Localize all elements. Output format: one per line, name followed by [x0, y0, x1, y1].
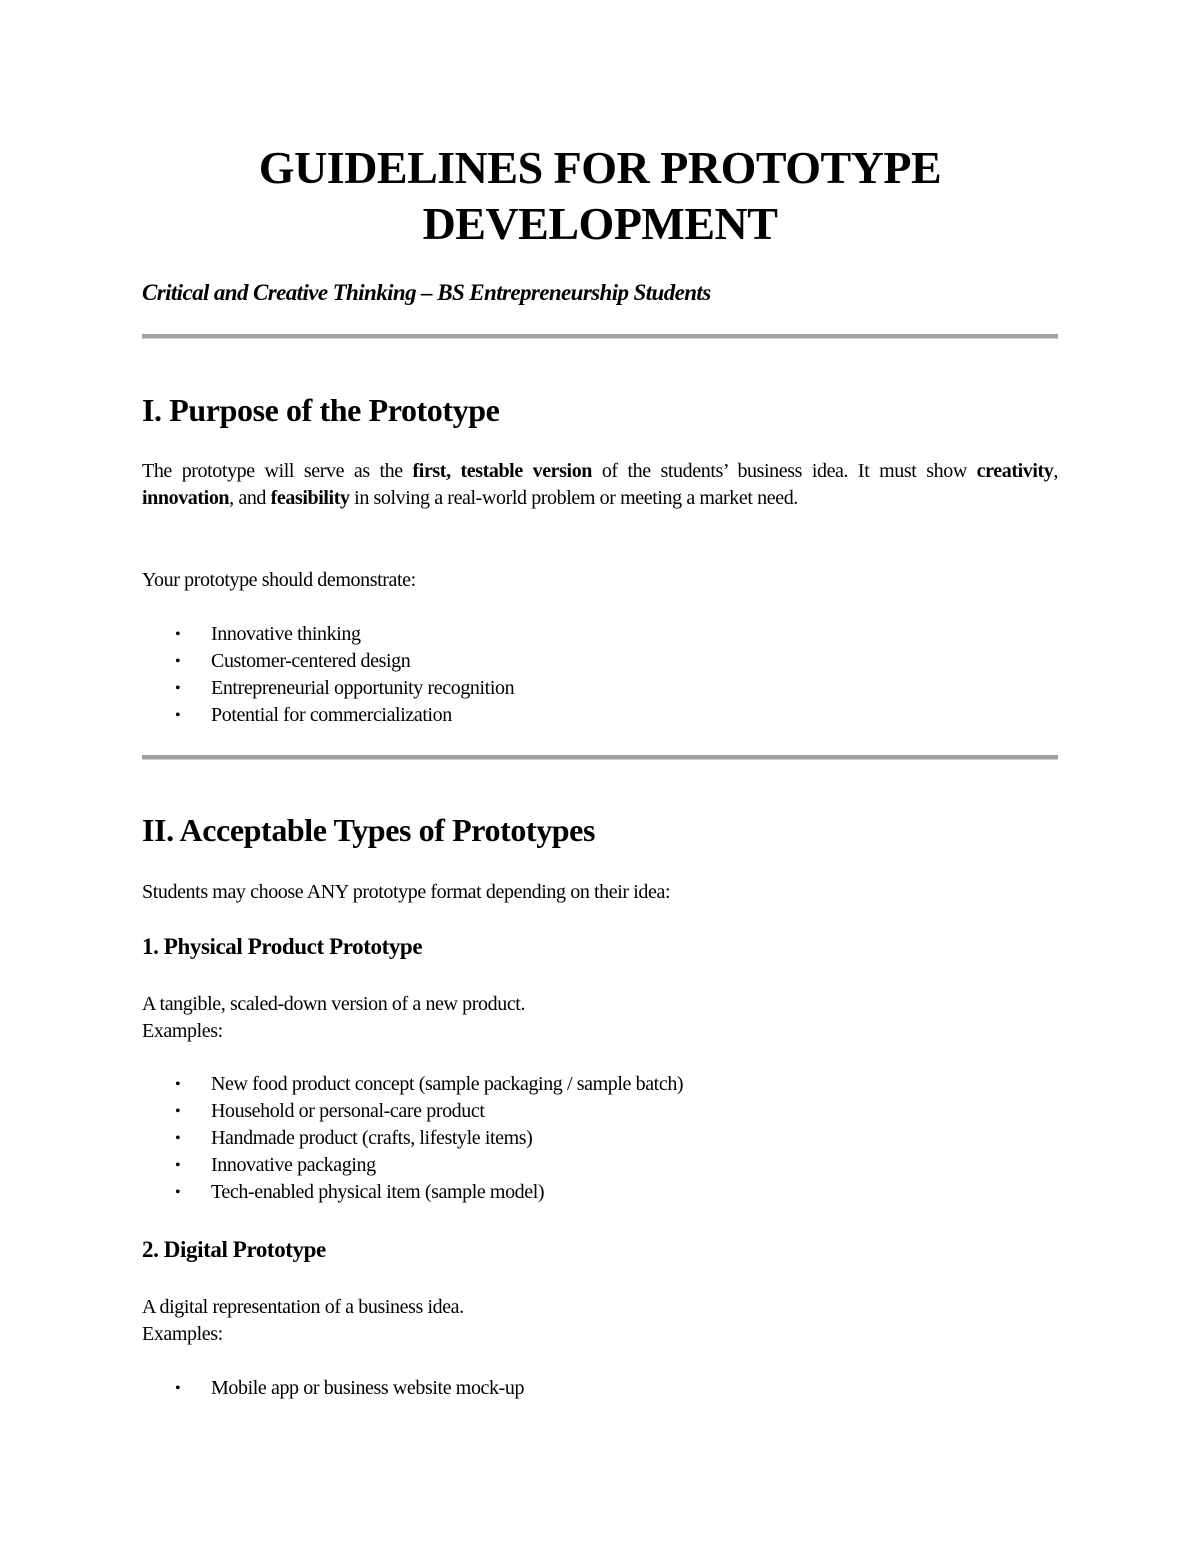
list-item-text: Innovative packaging: [211, 1154, 376, 1176]
list-item-text: Handmade product (crafts, lifestyle items): [211, 1127, 533, 1149]
physical-examples-list: [142, 1071, 683, 1206]
bullet-icon: •: [175, 1157, 181, 1174]
text-run: in solving a real-world problem or meeting a market need.: [349, 487, 798, 509]
bullet-icon: •: [175, 653, 181, 670]
section-heading-purpose: I. Purpose of the Prototype: [142, 392, 500, 428]
bold-run: feasibility: [270, 487, 350, 509]
digital-examples-list: [142, 1375, 524, 1402]
bold-run: creativity: [976, 460, 1054, 482]
text-run: , and: [229, 487, 271, 509]
digital-description: [142, 1294, 464, 1348]
list-item: [142, 702, 514, 729]
list-item-text: Innovative thinking: [211, 623, 361, 645]
bullet-icon: •: [175, 626, 181, 643]
bullet-icon: •: [175, 1103, 181, 1120]
physical-description: [142, 991, 525, 1045]
description-text: A digital representation of a business idea.: [142, 1296, 464, 1318]
horizontal-rule: [142, 334, 1058, 339]
list-item: [142, 1375, 524, 1402]
bullet-icon: •: [175, 1076, 181, 1093]
bold-run: first, testable version: [412, 460, 593, 482]
description-text: A tangible, scaled-down version of a new product.: [142, 993, 526, 1015]
examples-label: Examples:: [142, 1020, 223, 1042]
text-run: of the students’ business idea. It must show: [592, 460, 977, 482]
bullet-icon: •: [175, 680, 181, 697]
bullet-icon: •: [175, 1184, 181, 1201]
purpose-paragraph: [142, 458, 1058, 512]
list-item: [142, 1179, 683, 1206]
list-item-text: New food product concept (sample packaging / sample batch): [211, 1073, 684, 1095]
list-item: [142, 621, 514, 648]
section-heading-types: II. Acceptable Types of Prototypes: [142, 812, 596, 848]
document-subtitle: Critical and Creative Thinking – BS Entrepreneurship Students: [142, 280, 711, 305]
text-run: The prototype will serve as the: [142, 460, 413, 482]
text-run: ,: [1053, 460, 1058, 482]
list-item: [142, 1152, 683, 1179]
subheading-digital: 2. Digital Prototype: [142, 1237, 326, 1262]
title-line-1: GUIDELINES FOR PROTOTYPE: [258, 142, 942, 193]
demonstrate-list: [142, 621, 514, 729]
demonstrate-intro: Your prototype should demonstrate:: [142, 569, 416, 591]
bullet-icon: •: [175, 1130, 181, 1147]
list-item-text: Tech-enabled physical item (sample model): [211, 1181, 545, 1203]
list-item-text: Household or personal-care product: [211, 1100, 485, 1122]
types-intro: Students may choose ANY prototype format depending on their idea:: [142, 881, 671, 903]
horizontal-rule: [142, 755, 1058, 760]
list-item-text: Entrepreneurial opportunity recognition: [211, 677, 515, 699]
list-item-text: Customer-centered design: [211, 650, 411, 672]
examples-label: Examples:: [142, 1323, 223, 1345]
bullet-icon: •: [175, 1380, 181, 1397]
bold-run: innovation: [142, 487, 230, 509]
list-item: [142, 675, 514, 702]
title-line-2: DEVELOPMENT: [422, 198, 778, 249]
subheading-physical: 1. Physical Product Prototype: [142, 934, 423, 959]
bullet-icon: •: [175, 707, 181, 724]
list-item: [142, 1098, 683, 1125]
list-item: [142, 1071, 683, 1098]
list-item: [142, 648, 514, 675]
list-item-text: Mobile app or business website mock-up: [211, 1377, 525, 1399]
list-item: [142, 1125, 683, 1152]
document-title: [142, 140, 1058, 252]
list-item-text: Potential for commercialization: [211, 704, 452, 726]
